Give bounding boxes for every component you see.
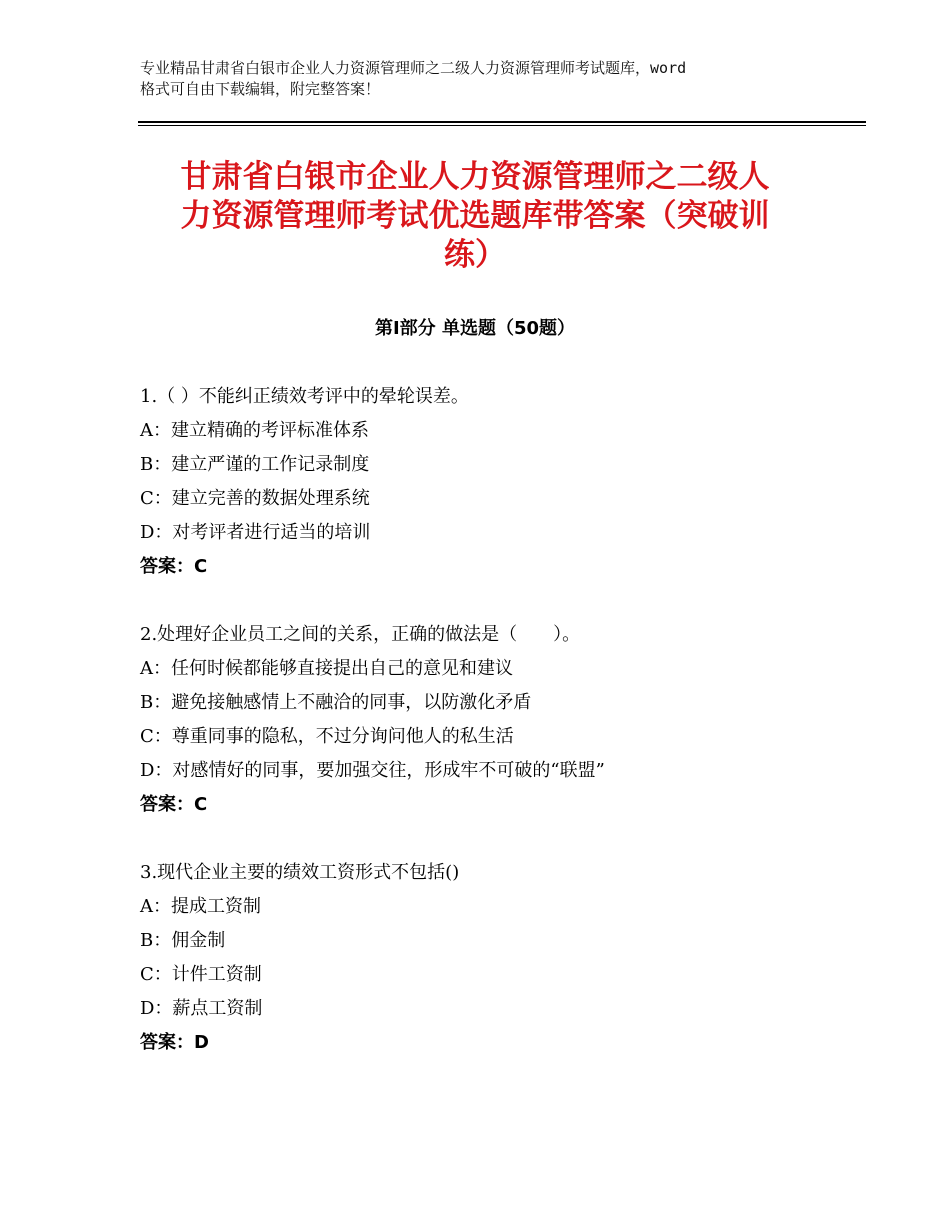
header-note [140, 58, 830, 100]
option-a: A：提成工资制 [140, 896, 261, 917]
section-heading: 第Ⅰ部分 单选题（50题） [374, 318, 575, 339]
option-c: C：尊重同事的隐私，不过分询问他人的私生活 [140, 726, 514, 747]
option-a: A：任何时候都能够直接提出自己的意见和建议 [140, 658, 513, 679]
document-title [135, 158, 815, 275]
title-line-2: 力资源管理师考试优选题库带答案（突破训 [180, 198, 770, 234]
question-2 [140, 618, 840, 822]
option-c: C：建立完善的数据处理系统 [140, 488, 370, 509]
question-1 [140, 380, 840, 584]
header-divider-thin [138, 125, 866, 126]
option-a: A：建立精确的考评标准体系 [140, 420, 369, 441]
option-c: C：计件工资制 [140, 964, 262, 985]
question-3 [140, 856, 840, 1060]
answer: 答案：C [140, 556, 208, 577]
option-b: B：避免接触感情上不融洽的同事，以防激化矛盾 [140, 692, 532, 713]
option-b: B：佣金制 [140, 930, 226, 951]
header-divider-thick [138, 121, 866, 123]
answer: 答案：D [140, 1032, 209, 1053]
option-d: D：对考评者进行适当的培训 [140, 522, 371, 543]
title-line-1: 甘肃省白银市企业人力资源管理师之二级人 [180, 159, 770, 195]
question-stem: 2.处理好企业员工之间的关系，正确的做法是（ ）。 [140, 624, 581, 645]
option-d: D：薪点工资制 [140, 998, 263, 1019]
option-d: D：对感情好的同事，要加强交往，形成牢不可破的“联盟” [140, 760, 605, 781]
header-note-line-1: 专业精品甘肃省白银市企业人力资源管理师之二级人力资源管理师考试题库，word [140, 59, 687, 77]
question-stem: 1.（ ）不能纠正绩效考评中的晕轮误差。 [140, 386, 469, 407]
option-b: B：建立严谨的工作记录制度 [140, 454, 370, 475]
title-line-3: 练） [444, 237, 506, 273]
header-note-line-2: 格式可自由下载编辑，附完整答案！ [140, 80, 381, 98]
question-stem: 3.现代企业主要的绩效工资形式不包括() [140, 862, 460, 883]
answer: 答案：C [140, 794, 208, 815]
